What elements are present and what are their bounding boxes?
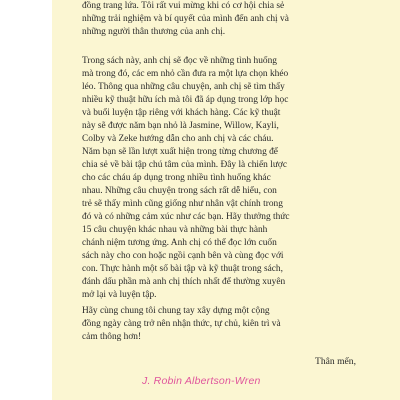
closing-salutation: Thân mến,: [314, 356, 356, 367]
text-line: cảm thông hơn!: [82, 332, 142, 342]
author-signature: J. Robin Albertson-Wren: [142, 375, 261, 387]
text-line: và buổi luyện tập riêng với khách hàng. Các kỹ thuật: [82, 108, 281, 118]
text-line: đó và có những cảm xúc như các bạn. Hãy thưởng thức: [82, 212, 290, 222]
text-line: léo. Thông qua những câu chuyện, anh chị sẽ tìm thấy: [82, 82, 285, 92]
text-line: Năm bạn sẽ lần lượt xuất hiện trong từng chương để: [82, 147, 278, 157]
text-line: đồng ngày càng trở nên nhận thức, tự chủ, kiên trì và: [82, 319, 281, 329]
text-line: những người thân thương của anh chị.: [82, 27, 226, 37]
text-line: chánh niệm tương ứng. Anh chị có thể đọc lớn cuốn: [82, 238, 277, 248]
text-line: 15 câu chuyện khác nhau và những bài thực hành: [82, 225, 268, 235]
paragraph-intro: [82, 0, 372, 39]
text-line: con. Thực hành một số bài tập và kỹ thuật trong sách,: [82, 264, 283, 274]
text-line: chia sẻ về bài tập chú tâm của mình. Đây là chiến lược: [82, 160, 288, 170]
text-line: cho các cháu áp dụng trong nhiều tình huống khác: [82, 173, 271, 183]
text-line: Hãy cùng chung tôi chung tay xây dựng một cộng: [82, 306, 270, 316]
text-line: đánh dấu phần mà anh chị thích nhất để thường xuyên: [82, 277, 286, 287]
text-line: sách này cho con hoặc ngồi cạnh bên và cùng đọc với: [82, 251, 284, 261]
text-line: những trải nghiệm và bí quyết của mình đến anh chị và: [82, 14, 289, 24]
text-line: Trong sách này, anh chị sẽ đọc về những tình huống: [82, 56, 277, 66]
text-line: mở lại và luyện tập.: [82, 290, 157, 300]
text-line: nhau. Những câu chuyện trong sách rất dễ hiểu, con: [82, 186, 277, 196]
text-line: đồng trang lứa. Tôi rất vui mừng khi có cơ hội chia sẻ: [82, 1, 285, 11]
book-page: [52, 0, 400, 400]
text-line: Colby và Zeke hướng dẫn cho anh chị và các cháu.: [82, 134, 274, 144]
text-line: mà trong đó, các em nhỏ cần đưa ra một lựa chọn khéo: [82, 69, 289, 79]
paragraph-main: [82, 55, 372, 302]
text-line: trẻ sẽ thấy mình cũng giống như nhân vật chính trong: [82, 199, 283, 209]
text-line: này sẽ được năm bạn nhỏ là Jasmine, Willow, Kayli,: [82, 121, 279, 131]
paragraph-closing: [82, 305, 372, 344]
text-line: nhiều kỹ thuật hữu ích mà tôi đã áp dụng trong lớp học: [82, 95, 289, 105]
